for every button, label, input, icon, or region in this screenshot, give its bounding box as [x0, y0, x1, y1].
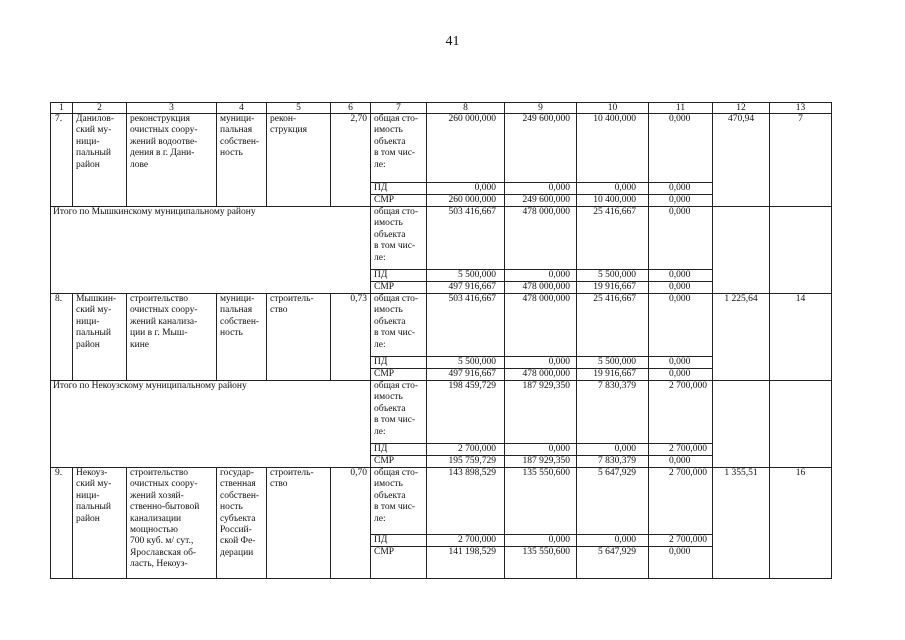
smr-cost: 7 830,379 — [577, 456, 649, 468]
header-cell: 2 — [73, 103, 127, 114]
total-cost: 198 459,729 — [427, 381, 505, 444]
ownership-type: муници- пальная собствен- ность — [217, 114, 267, 207]
pd-cost: 0,000 — [505, 183, 577, 195]
district-name: Данилов- ский му- ници- пальный район — [73, 114, 127, 207]
header-cell: 11 — [649, 103, 713, 114]
smr-label: СМР — [371, 282, 427, 294]
header-cell: 12 — [713, 103, 770, 114]
total-cost: 25 416,667 — [577, 207, 649, 270]
total-cost: 135 550,600 — [505, 468, 577, 535]
cost-label: общая сто- имость объекта в том чис- ле: — [371, 468, 427, 535]
pd-cost: 0,000 — [505, 270, 577, 282]
total-cost: 503 416,667 — [427, 207, 505, 270]
unit-cost-value: 470,94 — [713, 114, 770, 207]
capacity-value: 0,70 — [331, 468, 371, 579]
work-type: рекон- струкция — [267, 114, 331, 207]
smr-cost: 249 600,000 — [505, 195, 577, 207]
item-number: 7. — [51, 114, 73, 207]
pd-label: ПД — [371, 183, 427, 195]
total-cost: 7 830,379 — [577, 381, 649, 444]
item-number: 8. — [51, 294, 73, 381]
header-cell: 1 — [51, 103, 73, 114]
smr-cost: 135 550,600 — [505, 547, 577, 579]
total-cost: 478 000,000 — [505, 294, 577, 357]
pd-cost: 0,000 — [649, 357, 713, 369]
total-cost: 260 000,000 — [427, 114, 505, 183]
header-cell: 9 — [505, 103, 577, 114]
object-description: строительство очистных соору- жений хозяй- ственно-бытовой канализации мощностью 700 куб. м/ сут., Ярославская об- ласть, Некоуз- — [127, 468, 217, 579]
smr-cost: 497 916,667 — [427, 369, 505, 381]
pd-cost: 0,000 — [427, 183, 505, 195]
table-row — [51, 207, 832, 270]
total-cost: 2 700,000 — [649, 468, 713, 535]
smr-cost: 0,000 — [649, 195, 713, 207]
pd-cost: 5 500,000 — [427, 357, 505, 369]
pd-cost: 0,000 — [577, 444, 649, 456]
pd-label: ПД — [371, 535, 427, 547]
smr-label: СМР — [371, 456, 427, 468]
table-row — [51, 114, 832, 183]
smr-cost: 19 916,667 — [577, 282, 649, 294]
pd-cost: 0,000 — [649, 183, 713, 195]
total-cost: 143 898,529 — [427, 468, 505, 535]
pd-cost: 0,000 — [505, 357, 577, 369]
empty-cell — [770, 381, 832, 468]
header-row — [51, 103, 832, 114]
object-description: строительство очистных соору- жений канализа- ции в г. Мыш- кине — [127, 294, 217, 381]
smr-label: СМР — [371, 547, 427, 579]
item-number: 9. — [51, 468, 73, 579]
total-cost: 0,000 — [649, 294, 713, 357]
pd-cost: 2 700,000 — [649, 444, 713, 456]
pd-cost: 0,000 — [577, 535, 649, 547]
smr-cost: 195 759,729 — [427, 456, 505, 468]
total-cost: 249 600,000 — [505, 114, 577, 183]
total-cost: 2 700,000 — [649, 381, 713, 444]
pd-label: ПД — [371, 444, 427, 456]
header-cell: 13 — [770, 103, 832, 114]
subtotal-label: Итого по Мышкинскому муниципальному району — [51, 207, 371, 294]
subtotal-label: Итого по Некоузскому муниципальному району — [51, 381, 371, 468]
capacity-value: 2,70 — [331, 114, 371, 207]
cost-label: общая сто- имость объекта в том чис- ле: — [371, 114, 427, 183]
rank-value: 14 — [770, 294, 832, 381]
total-cost: 503 416,667 — [427, 294, 505, 357]
header-cell: 7 — [371, 103, 427, 114]
object-description: реконструкция очистных соору- жений водоотве- дения в г. Дани- лове — [127, 114, 217, 207]
ownership-type: государ- ственная собствен- ность субъекта Россий- ской Фе- дерации — [217, 468, 267, 579]
ownership-type: муници- пальная собствен- ность — [217, 294, 267, 381]
header-cell: 4 — [217, 103, 267, 114]
empty-cell — [713, 381, 770, 468]
investment-table — [50, 102, 832, 579]
total-cost: 10 400,000 — [577, 114, 649, 183]
work-type: строитель- ство — [267, 468, 331, 579]
smr-cost: 0,000 — [649, 369, 713, 381]
district-name: Некоуз- ский му- ници- пальный район — [73, 468, 127, 579]
header-cell: 3 — [127, 103, 217, 114]
work-type: строитель- ство — [267, 294, 331, 381]
unit-cost-value: 1 225,64 — [713, 294, 770, 381]
total-cost: 478 000,000 — [505, 207, 577, 270]
cost-label: общая сто- имость объекта в том чис- ле: — [371, 381, 427, 444]
pd-cost: 5 500,000 — [577, 357, 649, 369]
table-row — [51, 381, 832, 444]
smr-cost: 0,000 — [649, 547, 713, 579]
smr-cost: 497 916,667 — [427, 282, 505, 294]
total-cost: 187 929,350 — [505, 381, 577, 444]
pd-cost: 0,000 — [649, 270, 713, 282]
smr-cost: 478 000,000 — [505, 282, 577, 294]
pd-label: ПД — [371, 270, 427, 282]
header-cell: 8 — [427, 103, 505, 114]
total-cost: 5 647,929 — [577, 468, 649, 535]
capacity-value: 0,73 — [331, 294, 371, 381]
rank-value: 16 — [770, 468, 832, 579]
table-row — [51, 294, 832, 357]
smr-cost: 0,000 — [649, 456, 713, 468]
header-cell: 10 — [577, 103, 649, 114]
smr-cost: 19 916,667 — [577, 369, 649, 381]
cost-label: общая сто- имость объекта в том чис- ле: — [371, 207, 427, 270]
pd-cost: 2 700,000 — [649, 535, 713, 547]
pd-cost: 5 500,000 — [427, 270, 505, 282]
smr-cost: 478 000,000 — [505, 369, 577, 381]
total-cost: 0,000 — [649, 114, 713, 183]
header-cell: 5 — [267, 103, 331, 114]
page-number: 41 — [445, 34, 460, 49]
cost-label: общая сто- имость объекта в том чис- ле: — [371, 294, 427, 357]
empty-cell — [713, 207, 770, 294]
district-name: Мышкин- ский му- ници- пальный район — [73, 294, 127, 381]
unit-cost-value: 1 355,51 — [713, 468, 770, 579]
total-cost: 25 416,667 — [577, 294, 649, 357]
pd-cost: 0,000 — [505, 444, 577, 456]
smr-cost: 260 000,000 — [427, 195, 505, 207]
smr-label: СМР — [371, 369, 427, 381]
pd-cost: 2 700,000 — [427, 444, 505, 456]
smr-cost: 0,000 — [649, 282, 713, 294]
rank-value: 7 — [770, 114, 832, 207]
header-cell: 6 — [331, 103, 371, 114]
table-row — [51, 468, 832, 535]
smr-cost: 187 929,350 — [505, 456, 577, 468]
pd-cost: 0,000 — [577, 183, 649, 195]
smr-cost: 141 198,529 — [427, 547, 505, 579]
total-cost: 0,000 — [649, 207, 713, 270]
smr-cost: 10 400,000 — [577, 195, 649, 207]
pd-cost: 5 500,000 — [577, 270, 649, 282]
smr-cost: 5 647,929 — [577, 547, 649, 579]
empty-cell — [770, 207, 832, 294]
pd-cost: 2 700,000 — [427, 535, 505, 547]
pd-cost: 0,000 — [505, 535, 577, 547]
pd-label: ПД — [371, 357, 427, 369]
smr-label: СМР — [371, 195, 427, 207]
